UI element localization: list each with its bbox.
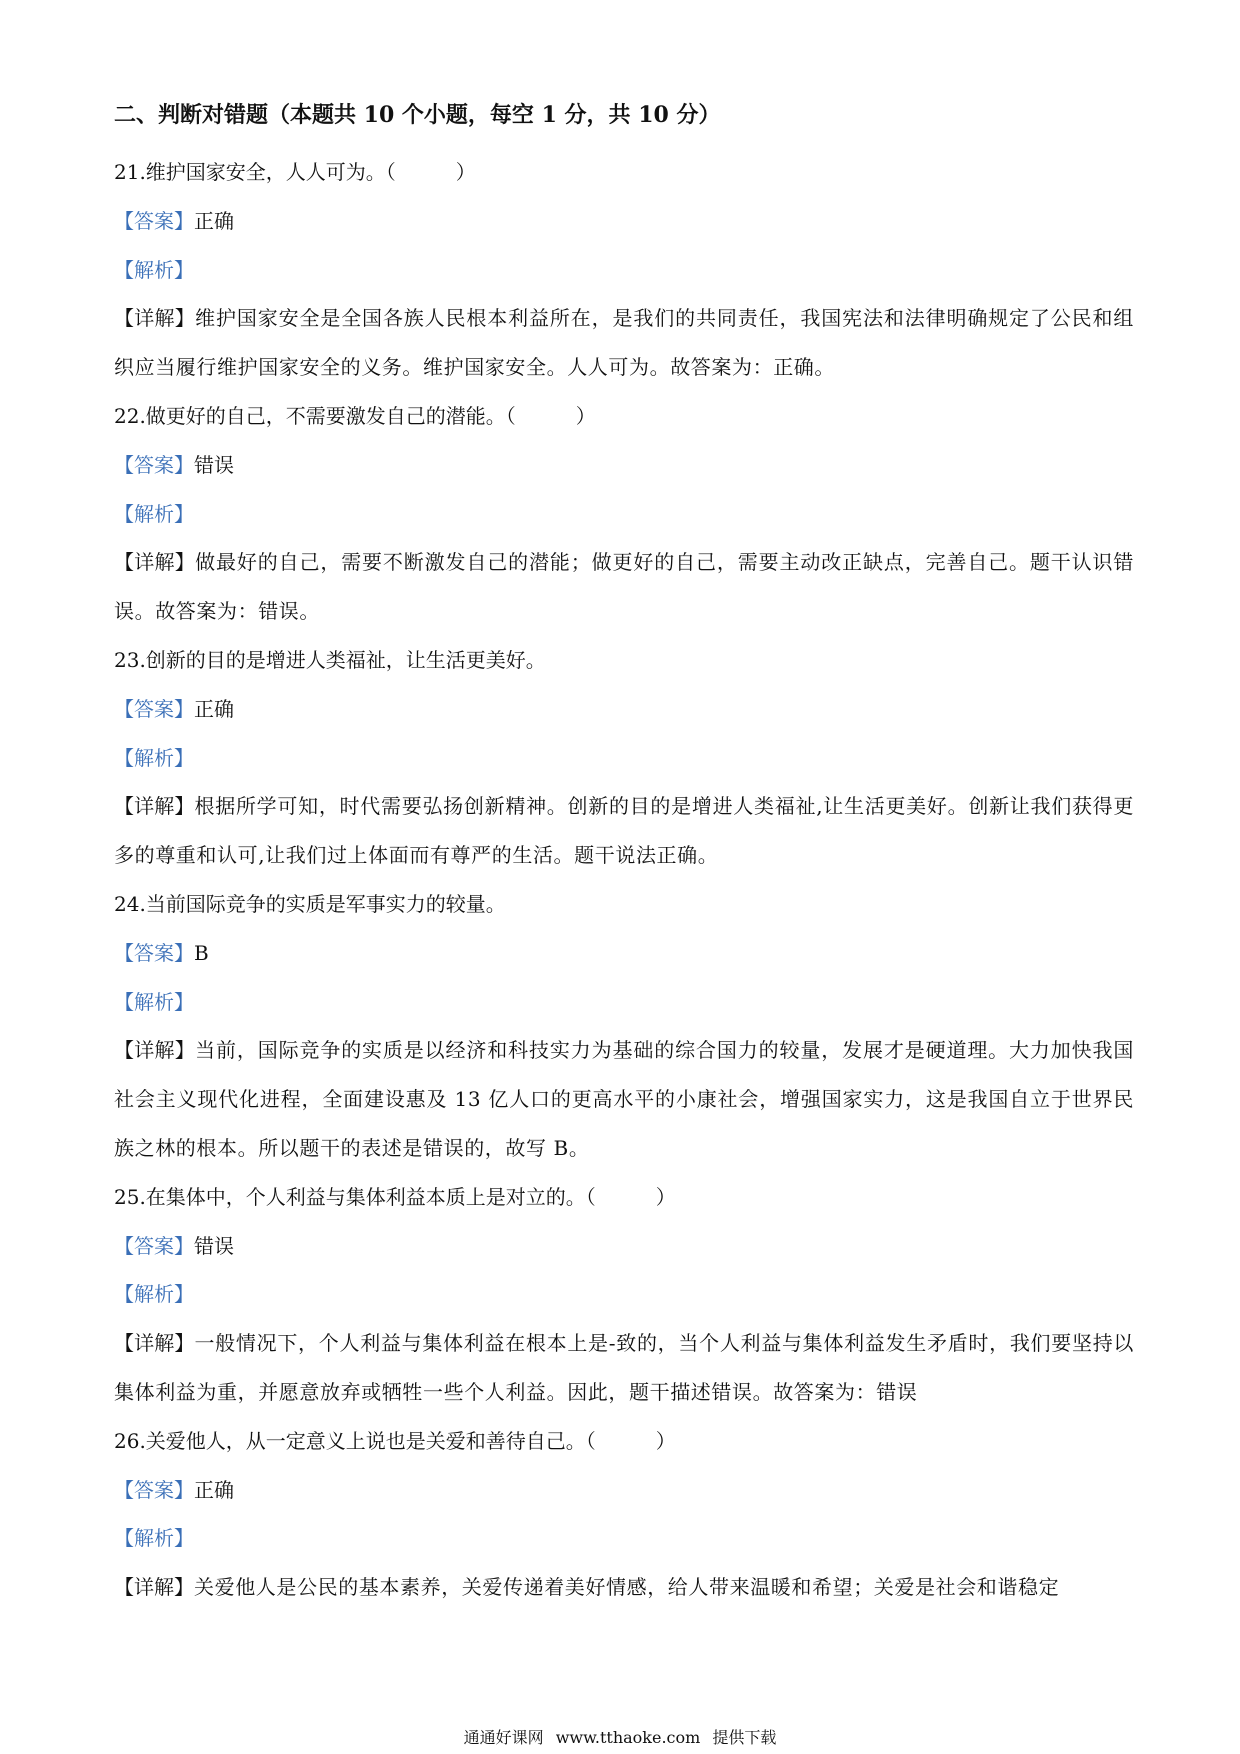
detail-paragraph [114,1563,1134,1612]
footer-note: 提供下载 [712,1728,777,1747]
detail-label: 【详解】 [114,1331,195,1356]
answer-line [114,197,1134,246]
document-page [114,100,1134,1612]
analysis-label: 【解析】 [114,1282,194,1307]
answer-line [114,441,1134,490]
section-title: 二、判断对错题（本题共 10 个小题，每空 1 分，共 10 分） [114,102,721,128]
answer-value: 正确 [194,1477,234,1502]
footer-url[interactable]: www.tthaoke.com [555,1728,701,1747]
analysis-line [114,490,1134,539]
answer-label: 【答案】 [114,452,194,477]
question-stem: 24.当前国际竞争的实质是军事实力的较量。 [114,891,506,916]
question-stem: 23.创新的目的是增进人类福祉，让生活更美好。 [114,647,546,672]
analysis-line [114,978,1134,1027]
answer-line [114,929,1134,978]
detail-label: 【详解】 [114,794,195,819]
question-25 [114,1173,1134,1417]
detail-label: 【详解】 [114,1038,196,1063]
detail-text: 根据所学可知，时代需要弘扬创新精神。创新的目的是增进人类福祉,让生活更美好。创新让我们获得更多的尊重和认可,让我们过上体面而有尊严的生活。题干说法正确。 [114,794,1134,868]
answer-label: 【答案】 [114,940,194,965]
detail-text: 维护国家安全是全国各族人民根本利益所在，是我们的共同责任，我国宪法和法律明确规定了公民和组织应当履行维护国家安全的义务。维护国家安全。人人可为。故答案为：正确。 [114,306,1135,380]
detail-label: 【详解】 [114,1575,194,1600]
page-footer [0,1728,1240,1748]
answer-label: 【答案】 [114,1233,194,1258]
answer-label: 【答案】 [114,696,194,721]
question-22 [114,392,1134,636]
analysis-label: 【解析】 [114,257,194,282]
detail-label: 【详解】 [114,306,196,331]
analysis-label: 【解析】 [114,989,194,1014]
detail-text: 关爱他人是公民的基本素养，关爱传递着美好情感，给人带来温暖和希望；关爱是社会和谐稳定 [194,1575,1060,1600]
analysis-label: 【解析】 [114,1526,194,1551]
answer-line [114,685,1134,734]
analysis-line [114,246,1134,295]
detail-text: 一般情况下，个人利益与集体利益在根本上是-致的，当个人利益与集体利益发生矛盾时，我们要坚持以集体利益为重，并愿意放弃或牺牲一些个人利益。因此，题干描述错误。故答案为：错误 [114,1331,1135,1404]
detail-label: 【详解】 [114,550,196,575]
question-stem: 25.在集体中，个人利益与集体利益本质上是对立的。（ ） [114,1184,676,1209]
analysis-line [114,1514,1134,1563]
answer-value: 正确 [194,208,234,233]
answer-value: 错误 [194,452,234,477]
question-stem: 26.关爱他人，从一定意义上说也是关爱和善待自己。（ ） [114,1428,676,1453]
analysis-label: 【解析】 [114,501,194,526]
question-24 [114,880,1134,1173]
answer-value: 错误 [194,1233,234,1258]
footer-site-name: 通通好课网 [463,1728,544,1747]
detail-text: 做最好的自己，需要不断激发自己的潜能；做更好的自己，需要主动改正缺点，完善自己。题干认识错误。故答案为：错误。 [114,550,1135,624]
answer-line [114,1466,1134,1515]
analysis-label: 【解析】 [114,745,194,770]
question-26 [114,1417,1134,1612]
answer-line [114,1222,1134,1271]
question-23 [114,636,1134,880]
analysis-line [114,734,1134,783]
detail-paragraph [114,782,1134,880]
analysis-line [114,1270,1134,1319]
answer-value: 正确 [194,696,234,721]
detail-paragraph [114,538,1134,636]
question-21 [114,148,1134,392]
question-stem: 21.维护国家安全，人人可为。（ ） [114,160,476,184]
detail-text: 当前，国际竞争的实质是以经济和科技实力为基础的综合国力的较量，发展才是硬道理。大力加快我国社会主义现代化进程，全面建设惠及 13 亿人口的更高水平的小康社会，增强国家实力，这是我国自立于世界民族之林的根本。所以题干的表述是错误的，故写 B。 [114,1038,1135,1160]
detail-paragraph [114,1026,1134,1172]
question-stem: 22.做更好的自己，不需要激发自己的潜能。（ ） [114,403,596,428]
answer-label: 【答案】 [114,1477,194,1502]
answer-label: 【答案】 [114,208,194,233]
answer-value: B [194,940,209,965]
detail-paragraph [114,1319,1134,1417]
detail-paragraph [114,294,1134,392]
